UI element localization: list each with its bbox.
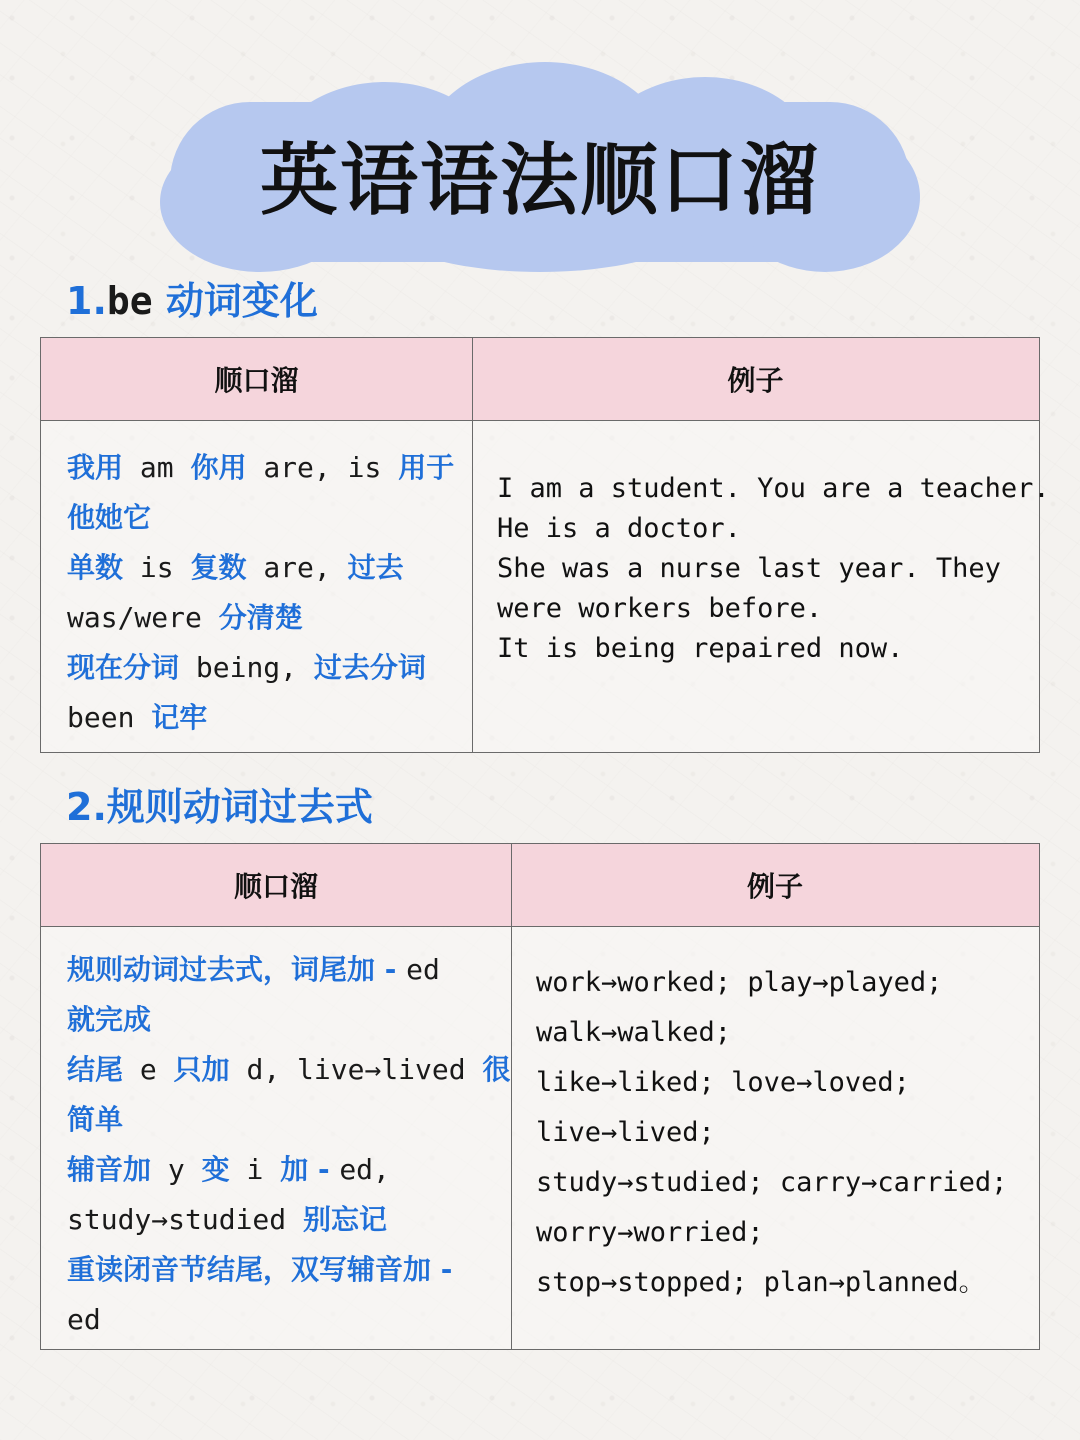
section-2-heading bbox=[66, 776, 373, 831]
example-line: It is being repaired now. bbox=[497, 632, 904, 664]
rhyme-segment: 结尾 bbox=[67, 1053, 124, 1086]
rhyme-segment: 就完成 bbox=[67, 1003, 152, 1036]
table-body-row bbox=[41, 421, 1050, 752]
rhyme-segment: ed bbox=[67, 1303, 101, 1336]
rhyme-segment: y bbox=[151, 1153, 202, 1186]
rhyme-segment: 辅音加 bbox=[67, 1153, 152, 1186]
rhyme-segment: am bbox=[123, 451, 191, 484]
example-line: She was a nurse last year. They bbox=[497, 552, 1001, 584]
rhyme-line bbox=[67, 593, 472, 643]
table-header-row bbox=[41, 844, 1039, 927]
rhyme-segment: 规则动词过去式，词尾加 bbox=[67, 953, 376, 986]
rhyme-segment: 分清楚 bbox=[218, 601, 303, 634]
example-line: live→lived; bbox=[536, 1117, 715, 1148]
rhyme-segment: 过去分词 bbox=[313, 651, 426, 684]
section-1-number: 1. bbox=[66, 279, 107, 323]
rhyme-segment: 我用 bbox=[67, 451, 124, 484]
example-cell bbox=[473, 421, 1050, 752]
rhyme-line bbox=[67, 693, 472, 743]
rhyme-segment: 很 bbox=[482, 1053, 511, 1086]
column-header-example: 例子 bbox=[727, 364, 784, 397]
example-line: walk→walked; bbox=[536, 1017, 732, 1048]
section-1-title: 动词变化 bbox=[152, 279, 318, 323]
section-1-table bbox=[40, 337, 1050, 753]
rhyme-line bbox=[67, 543, 472, 593]
rhyme-line bbox=[67, 1045, 511, 1095]
rhyme-cell bbox=[41, 927, 512, 1349]
rhyme-segment: 你用 bbox=[190, 451, 247, 484]
rhyme-segment: are, is bbox=[246, 451, 399, 484]
section-2-number: 2. bbox=[66, 785, 107, 829]
rhyme-segment: are, bbox=[246, 551, 348, 584]
column-header-rhyme: 顺口溜 bbox=[41, 844, 512, 926]
section-1-keyword: be bbox=[106, 279, 153, 323]
rhyme-segment: i bbox=[229, 1153, 281, 1186]
rhyme-segment: 加 bbox=[280, 1153, 309, 1186]
example-line: work→worked; play→played; bbox=[536, 967, 943, 998]
rhyme-segment: ed, bbox=[339, 1153, 390, 1186]
rhyme-segment: 变 bbox=[201, 1153, 230, 1186]
rhyme-segment: - bbox=[308, 1153, 340, 1186]
rhyme-segment: 他她它 bbox=[67, 501, 152, 534]
rhyme-segment: 单数 bbox=[67, 551, 124, 584]
rhyme-segment: 别忘记 bbox=[303, 1203, 388, 1236]
page-title: 英语语法顺口溜 bbox=[259, 136, 820, 226]
example-cell bbox=[512, 927, 1038, 1349]
rhyme-segment: is bbox=[123, 551, 191, 584]
table-header-row bbox=[41, 338, 1039, 421]
rhyme-segment: 重读闭音节结尾，双写辅音加 bbox=[67, 1253, 432, 1286]
rhyme-line bbox=[67, 945, 511, 995]
rhyme-line bbox=[67, 1245, 511, 1295]
rhyme-cell bbox=[41, 421, 473, 752]
rhyme-segment: - bbox=[431, 1253, 453, 1286]
rhyme-line bbox=[67, 995, 511, 1045]
section-1-heading bbox=[66, 270, 318, 325]
rhyme-line bbox=[67, 1145, 511, 1195]
column-header-rhyme: 顺口溜 bbox=[41, 338, 473, 420]
rhyme-segment: 现在分词 bbox=[67, 651, 180, 684]
example-line: worry→worried; bbox=[536, 1217, 764, 1248]
rhyme-segment: d, live→lived bbox=[229, 1053, 483, 1086]
column-header-example: 例子 bbox=[746, 870, 803, 903]
rhyme-line bbox=[67, 493, 472, 543]
rhyme-segment: study→studied bbox=[67, 1203, 304, 1236]
example-line: were workers before. bbox=[497, 592, 823, 624]
rhyme-segment: - bbox=[375, 953, 407, 986]
rhyme-line bbox=[67, 1295, 511, 1345]
table-body-row bbox=[41, 927, 1039, 1349]
rhyme-segment: e bbox=[123, 1053, 174, 1086]
rhyme-line bbox=[67, 443, 472, 493]
example-line: study→studied; carry→carried; bbox=[536, 1167, 1008, 1198]
section-2-title: 规则动词过去式 bbox=[106, 785, 373, 829]
rhyme-line bbox=[67, 643, 472, 693]
rhyme-segment: ed bbox=[406, 953, 440, 986]
rhyme-segment: was/were bbox=[67, 601, 219, 634]
rhyme-segment: 用于 bbox=[398, 451, 455, 484]
example-line: He is a doctor. bbox=[497, 512, 741, 544]
example-line: stop→stopped; plan→planned。 bbox=[536, 1267, 986, 1298]
rhyme-line bbox=[67, 1195, 511, 1245]
rhyme-segment: being, bbox=[179, 651, 314, 684]
rhyme-segment: 过去 bbox=[347, 551, 404, 584]
example-line: I am a student. You are a teacher. bbox=[497, 472, 1050, 504]
section-2-table bbox=[40, 843, 1040, 1350]
rhyme-segment: 记牢 bbox=[151, 701, 208, 734]
rhyme-segment: 复数 bbox=[190, 551, 247, 584]
rhyme-segment: been bbox=[67, 701, 152, 734]
example-line: like→liked; love→loved; bbox=[536, 1067, 910, 1098]
rhyme-line bbox=[67, 1095, 511, 1145]
rhyme-segment: 只加 bbox=[173, 1053, 230, 1086]
rhyme-segment: 简单 bbox=[67, 1103, 124, 1136]
